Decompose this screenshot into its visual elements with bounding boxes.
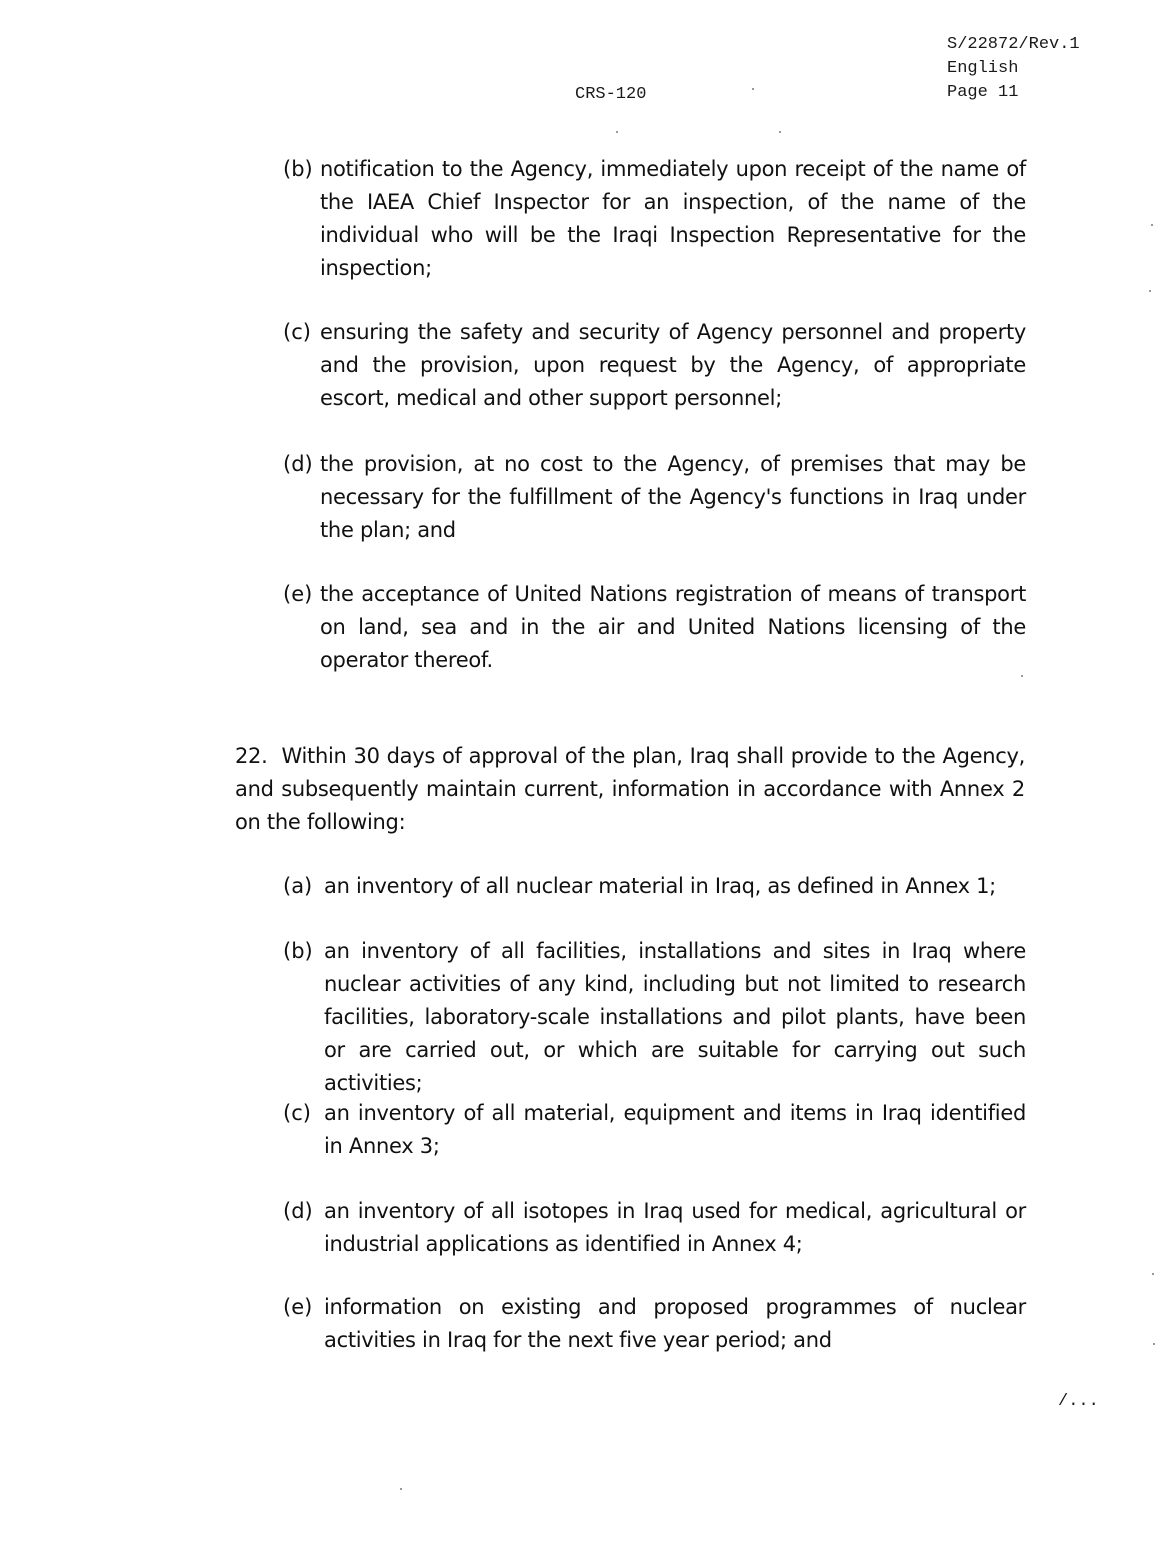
list-item bbox=[283, 153, 1026, 285]
list-item-label: (e) bbox=[283, 1295, 313, 1319]
list-item-label: (e) bbox=[283, 582, 313, 606]
list-item-label: (b) bbox=[283, 939, 313, 963]
list-item bbox=[283, 1097, 1026, 1163]
scan-speck bbox=[1021, 675, 1023, 677]
crs-number: CRS-120 bbox=[575, 85, 647, 104]
list-item-label: (c) bbox=[283, 320, 311, 344]
list-item bbox=[283, 870, 1026, 903]
list-item bbox=[283, 316, 1026, 415]
paragraph-22 bbox=[235, 740, 1025, 839]
continued-marker: /... bbox=[1058, 1392, 1099, 1411]
list-item-text: the provision, at no cost to the Agency, of premises that may be necessary for the fulfillment of the Agency's functions in Iraq under the plan; and bbox=[320, 452, 1026, 542]
list-item bbox=[283, 935, 1026, 1100]
scan-speck bbox=[1153, 1343, 1155, 1345]
document-symbol: S/22872/Rev.1 bbox=[947, 35, 1080, 54]
list-item bbox=[283, 448, 1026, 547]
document-language: English bbox=[947, 59, 1019, 78]
list-item-label: (d) bbox=[283, 452, 313, 476]
scan-speck bbox=[1149, 290, 1151, 292]
list-item bbox=[283, 578, 1026, 677]
document-header bbox=[947, 33, 1147, 105]
list-item-text: notification to the Agency, immediately upon receipt of the name of the IAEA Chief Inspector for an inspection, of the name of the individual who will be the Iraqi Inspection Representative for the inspection; bbox=[320, 157, 1026, 280]
scan-speck bbox=[752, 88, 754, 90]
scan-speck bbox=[1151, 224, 1153, 226]
list-item-label: (d) bbox=[283, 1199, 313, 1223]
list-item-text: an inventory of all facilities, installations and sites in Iraq where nuclear activities of any kind, including but not limited to research facilities, laboratory-scale installations and pilot plants, have been or are carried out, or which are suitable for carrying out such activities; bbox=[324, 939, 1026, 1095]
list-item-text: information on existing and proposed programmes of nuclear activities in Iraq for the next five year period; and bbox=[324, 1295, 1026, 1352]
list-item-text: ensuring the safety and security of Agency personnel and property and the provision, upon request by the Agency, of appropriate escort, medical and other support personnel; bbox=[320, 320, 1026, 410]
scan-speck bbox=[779, 131, 781, 133]
list-item-text: an inventory of all nuclear material in Iraq, as defined in Annex 1; bbox=[324, 874, 996, 898]
list-item-label: (a) bbox=[283, 874, 313, 898]
scan-speck bbox=[400, 1488, 402, 1490]
scan-speck bbox=[1152, 1273, 1154, 1275]
list-item-text: an inventory of all isotopes in Iraq used for medical, agricultural or industrial applications as identified in Annex 4; bbox=[324, 1199, 1026, 1256]
scan-speck bbox=[616, 131, 618, 133]
list-item-text: the acceptance of United Nations registration of means of transport on land, sea and in the air and United Nations licensing of the operator thereof. bbox=[320, 582, 1026, 672]
list-item-label: (b) bbox=[283, 157, 313, 181]
list-item bbox=[283, 1195, 1026, 1261]
paragraph-number: 22. bbox=[235, 744, 268, 768]
list-item-text: an inventory of all material, equipment and items in Iraq identified in Annex 3; bbox=[324, 1101, 1026, 1158]
list-item bbox=[283, 1291, 1026, 1357]
page-number: Page 11 bbox=[947, 83, 1019, 102]
list-item-label: (c) bbox=[283, 1101, 311, 1125]
paragraph-text: Within 30 days of approval of the plan, Iraq shall provide to the Agency, and subsequently maintain current, information in accordance with Annex 2 on the following: bbox=[235, 744, 1025, 834]
